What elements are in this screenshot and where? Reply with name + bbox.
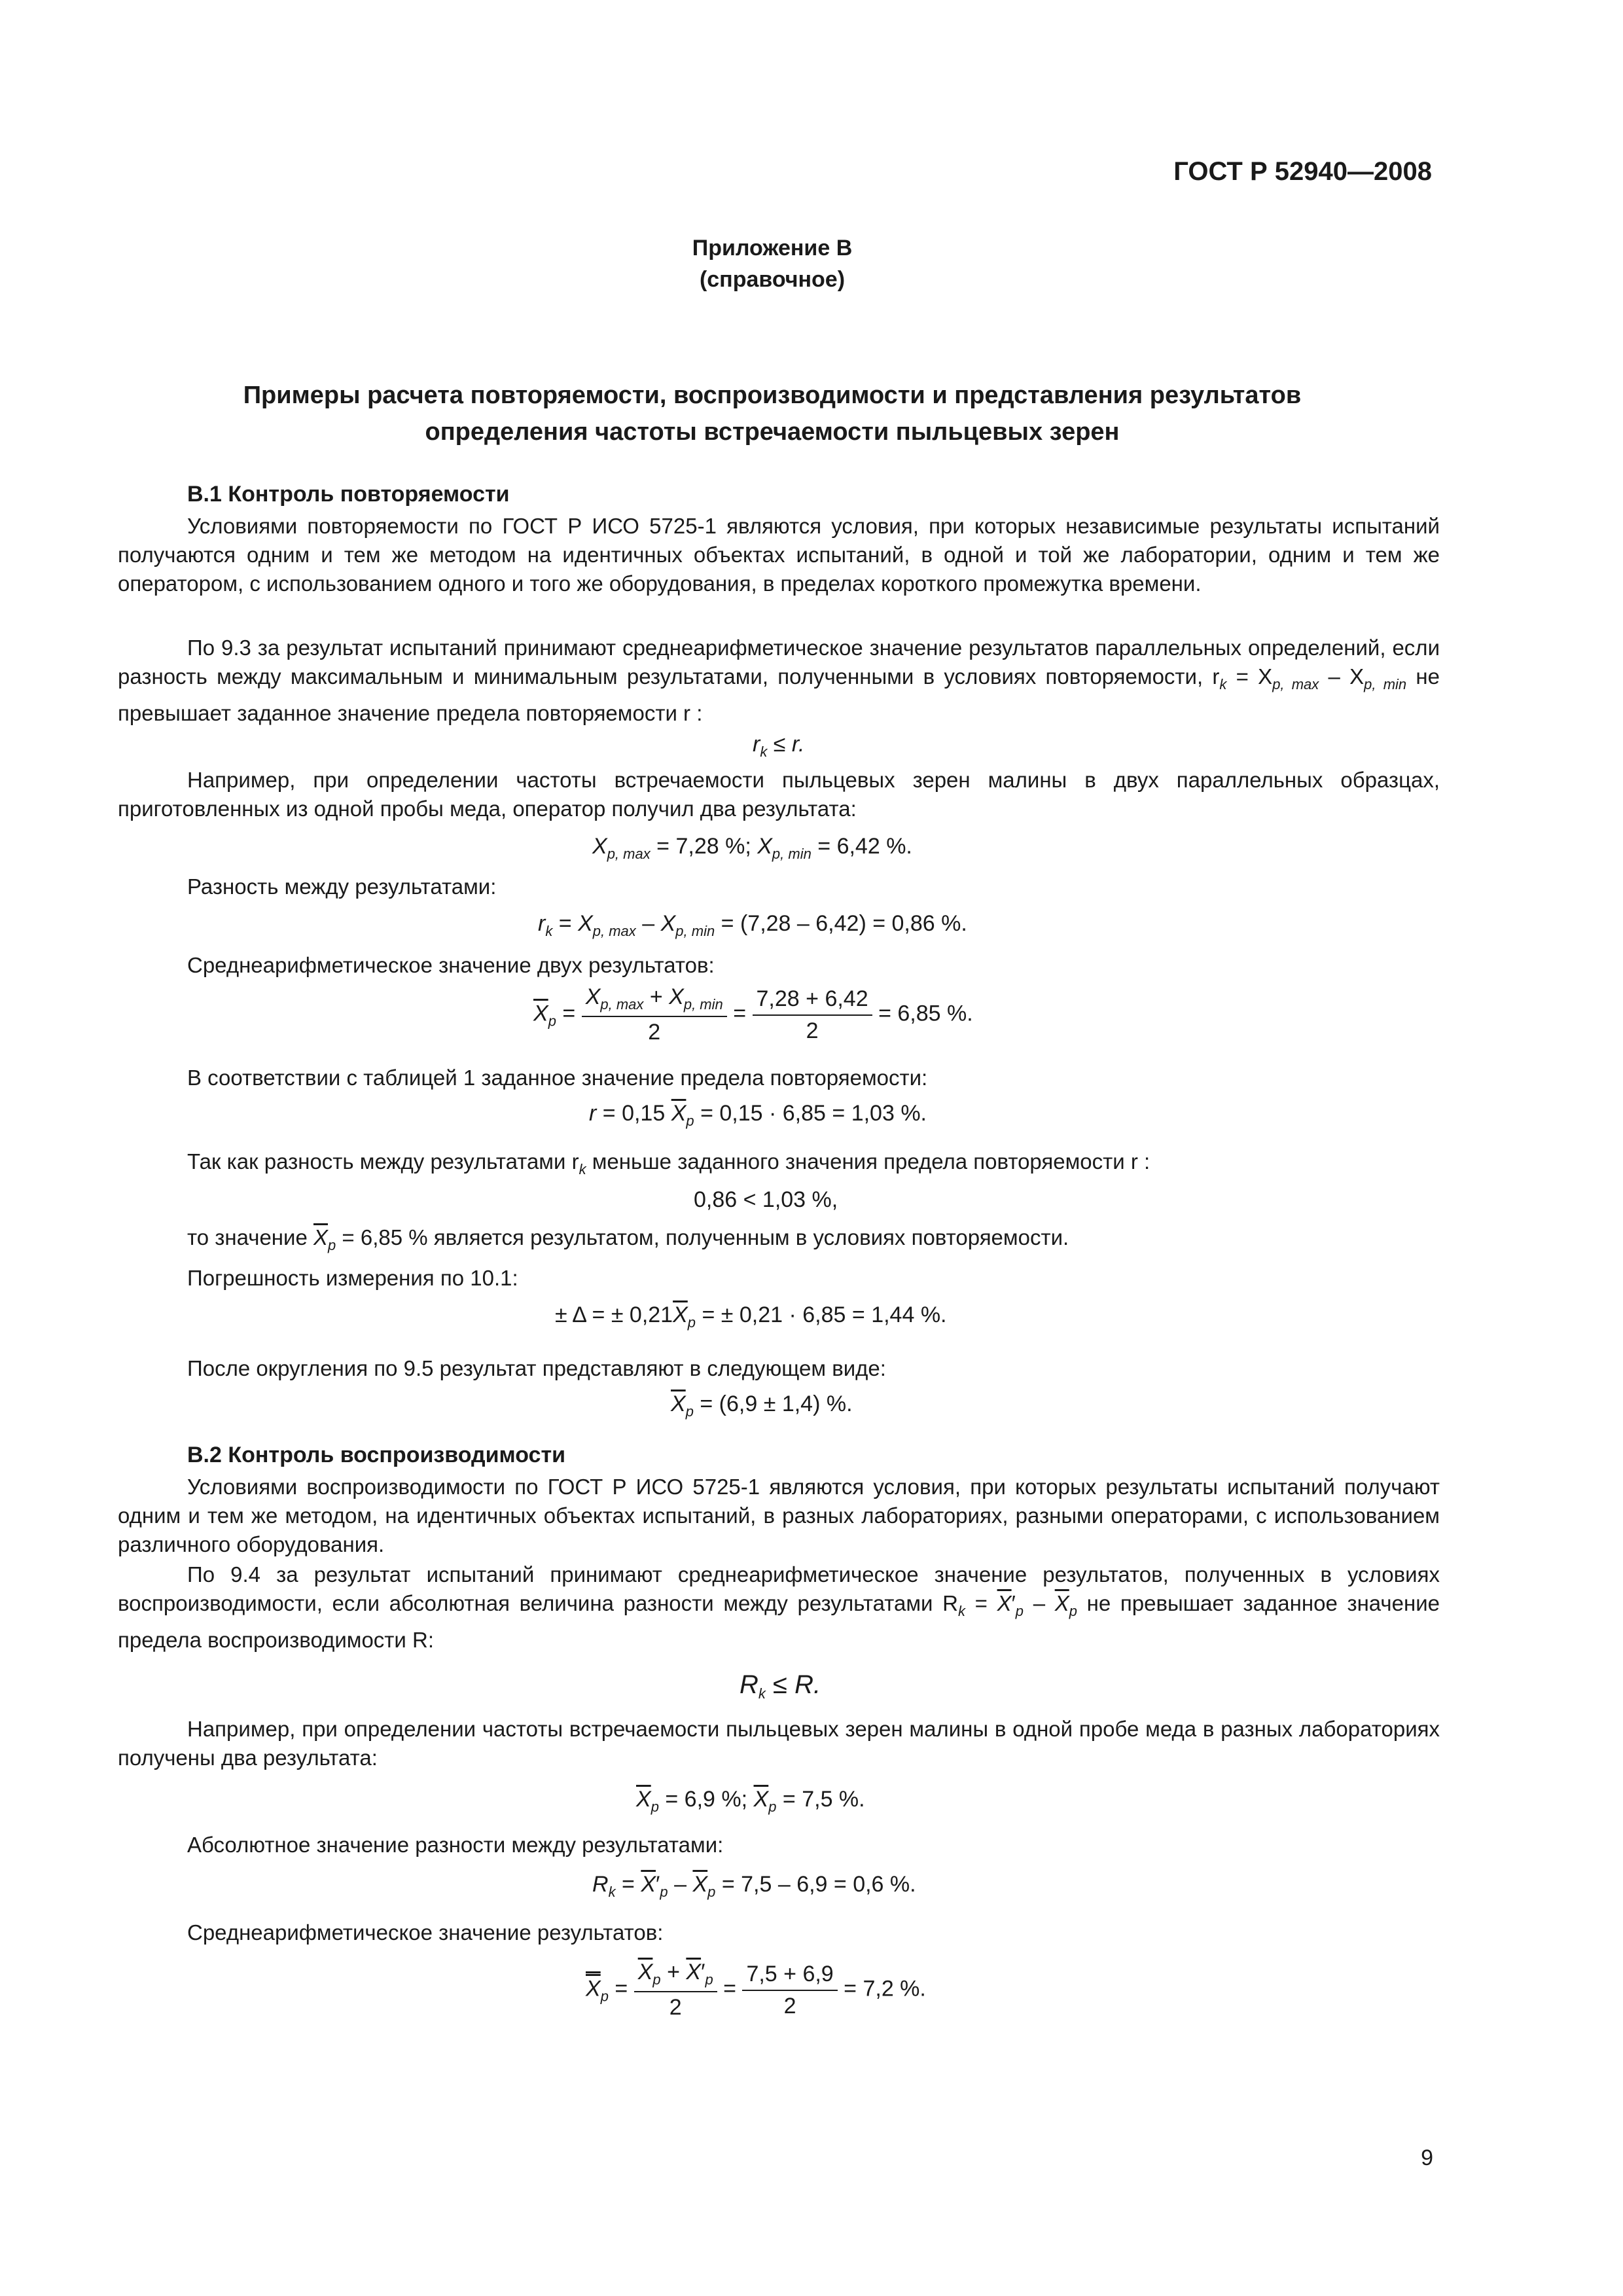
b2-title: В.2 Контроль воспроизводимости [187,1443,565,1467]
f2-res-b: = 7,5 %. [776,1787,865,1812]
f2-cond-end: ≤ R. [765,1670,821,1699]
formula-error: ± Δ = ± $0,21\overline{X}_p$ = ± 0,21 · 6,85 = 1,44 %. [555,1302,947,1331]
formula-mean-2: $X_p$ = $\frac{\overline{X}_p + \overline{X}'_p}{2}$ = $\frac{7,5 + 6,9}{2}$ = 7,2 %. [586,1960,926,2020]
then-post: = 6,85 % является результатом, полученным в условиях повторяемости. [336,1225,1069,1249]
b2-paragraph-2: По 9.4 за результат испытаний принимают среднеарифметическое значение результатов, полученных в условиях воспроизводимости, если абсолютная величина разности между результатами $R_k = \overline{X}'_p - \overline{X}_p$ не превышает заданное значение предела воспроизводимости R: [118,1562,1440,1652]
diff-label: Разность между результатами: [187,874,497,899]
document-id: ГОСТ Р 52940—2008 [1173,157,1432,186]
then-pre: то значение [187,1225,313,1249]
b2-p3-text: Например, при определении частоты встречаемости пыльцевых зерен малины в одной пробе меда в разных лабораториях получены два результата: [118,1717,1440,1770]
f-err-end: = ± 0,21 · 6,85 = 1,44 %. [696,1302,947,1327]
formula-final: $\overline{X}_p = (6,9 \pm 1,4)$ %. [671,1391,853,1420]
b1-p1-text: Условиями повторяемости по ГОСТ Р ИСО 5725-1 являются условия, при которых независимые результаты испытаний получаются одним и тем же методом на идентичных объектах испытаний, в одной и той же лаборатории, одним и тем же оператором, с использованием одного и того же оборудования, в пределах короткого промежутка времени. [118,514,1440,596]
b1-paragraph-3 [118,766,1440,823]
f-final-end: = (6,9 ± 1,4) %. [693,1391,853,1416]
abs-label: Абсолютное значение разности между результатами: [187,1833,724,1857]
section-heading-line1: Примеры расчета повторяемости, воспроизводимости и представления результатов [243,382,1302,409]
f-mean-end: = 6,85 %. [872,1001,973,1026]
formula-compare: 0,86 < 1,03 %, [694,1187,838,1212]
f2-mean-num: 7,5 + 6,9 [742,1962,837,1991]
b1-p2-end: не превышает заданное значение предела повторяемости r : [118,664,1440,725]
mean-label: Среднеарифметическое значение двух результатов: [187,953,715,977]
f-mean-num: 7,28 + 6,42 [753,986,872,1016]
b1-title: В.1 Контроль повторяемости [187,482,510,507]
b2-p1-text: Условиями воспроизводимости по ГОСТ Р ИСО 5725-1 являются условия, при которых результаты испытаний получают одним и тем же методом, на идентичных объектах испытаний, в разных лабораториях, разными операторами, с использованием различного оборудования. [118,1475,1440,1556]
since-k: k [579,1161,586,1177]
formula-results-2: $\overline{X}_p = 6,9$ %; $\overline{X}_p = 7,5$ %. [636,1787,865,1815]
f-cond-end: ≤ r. [767,732,805,757]
b1-p2-sub1: p, max [1272,676,1319,692]
since-line [187,1149,1150,1178]
section-heading [118,377,1427,450]
formula-reproducibility-condition: $R_k \le R$. [740,1670,821,1702]
b1-p3-text: Например, при определении частоты встречаемости пыльцевых зерен малины в двух параллельных образцах, приготовленных из одной пробы меда, оператор получил два результата: [118,768,1440,821]
b2-p2-k: k [957,1603,965,1619]
appendix-subtitle: (справочное) [699,267,846,292]
b1-p2-text: По 9.3 за результат испытаний принимают среднеарифметическое значение результатов параллельных определений, если разность между максимальным и минимальным результатами, полученными в условиях повторяемости, r [118,636,1440,689]
since-post: меньше заданного значения предела повторяемости r : [586,1149,1150,1174]
b2-p2-end: не превышает заданное значение предела воспроизводимости R: [118,1591,1440,1652]
f-cond-k: k [760,744,768,760]
table-label: В соответствии с таблицей 1 заданное значение предела повторяемости: [187,1066,928,1090]
b1-p2-sub-k: k [1219,676,1227,692]
f2-mean-den: 2 [783,1993,796,2018]
b2-p2-text: По 9.4 за результат испытаний принимают среднеарифметическое значение результатов, полученных в условиях воспроизводимости, если абсолютная величина разности между результатами R [118,1562,1440,1615]
section-heading-line2: определения частоты встречаемости пыльцевых зерен [425,418,1120,446]
f2-abs-end: = 7,5 – 6,9 = 0,6 %. [715,1872,916,1897]
f-cond-r: r [753,732,760,757]
formula-repeatability-condition [753,732,804,761]
b1-paragraph-1 [118,512,1440,598]
page-number: 9 [1421,2145,1433,2170]
formula-limit: r = 0,15 $\overline{X}_p = 0,15 \cdot 6,85 = 1,03$ %. [589,1101,927,1129]
error-label: Погрешность измерения по 10.1: [187,1266,518,1290]
b1-paragraph-2 [118,634,1440,728]
f-res-b: = 6,42 %. [811,834,912,859]
b1-p2-sub2: p, min [1364,676,1407,692]
f-r-end: = 0,15 · 6,85 = 1,03 %. [694,1101,927,1126]
f2-mean-end: = 7,2 %. [837,1976,926,2001]
formula-mean: $\overline{X}_p$ = $\frac{X_{p, max} + X_{p, min}}{2}$ = $\frac{7,28 + 6,42}{2}$ = 6,85 %. [533,984,973,1045]
formula-results: $X_{p, max} = 7,28$ %; $X_{p, min} = 6,42$ %. [592,834,912,862]
then-line: то значение $\overline{X}_p = 6,85$ % является результатом, полученным в условиях повторяемости. [187,1225,1069,1253]
f-mean-den: 2 [806,1018,819,1043]
rounding-label: После округления по 9.5 результат представляют в следующем виде: [187,1356,886,1380]
mean-label-2: Среднеарифметическое значение результатов: [187,1920,664,1945]
b2-paragraph-3 [118,1715,1440,1772]
formula-difference: $r_k = X_{p, max} - X_{p, min} = (7,28 - 6,42) = 0,86$ %. [538,911,967,939]
f-diff-end: = (7,28 – 6,42) = 0,86 %. [715,911,967,936]
f-res-a: = 7,28 %; [650,834,758,859]
b1-p2-mid: = X [1226,664,1273,689]
since-pre: Так как разность между результатами r [187,1149,579,1174]
b2-paragraph-1 [118,1473,1440,1559]
f2-res-a: = 6,9 %; [658,1787,754,1812]
appendix-title: Приложение В [692,236,853,260]
formula-abs-diff: $R_k = \overline{X}'_p - \overline{X}_p = 7,5 - 6,9 = 0,6$ %. [592,1872,916,1900]
b1-p2-mid2: – X [1319,664,1364,689]
